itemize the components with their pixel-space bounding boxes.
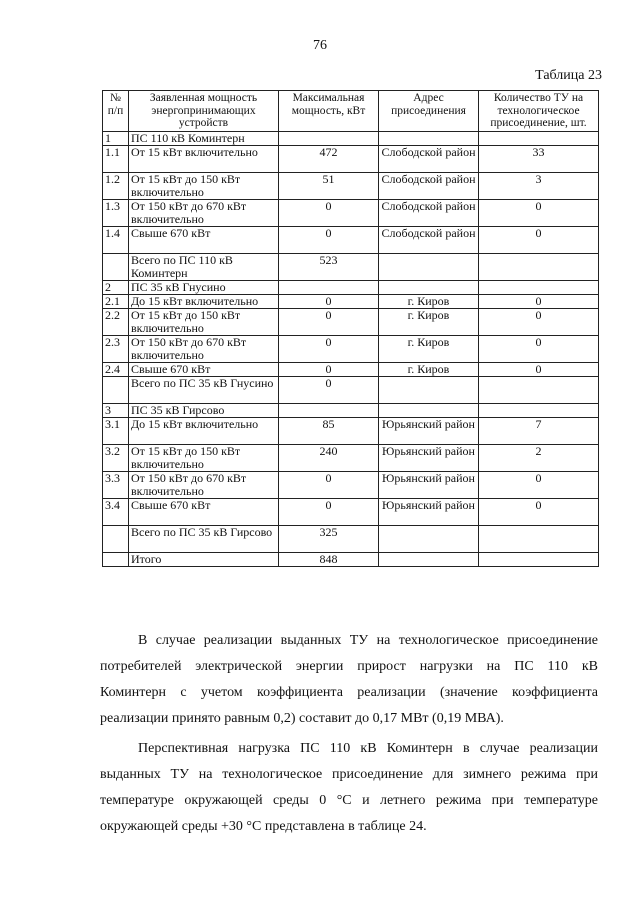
table-row xyxy=(103,362,599,376)
row-name: От 150 кВт до 670 кВт включительно xyxy=(129,335,279,362)
table-row xyxy=(103,444,599,471)
table-row xyxy=(103,498,599,525)
row-count: 0 xyxy=(479,199,599,226)
row-count: 0 xyxy=(479,308,599,335)
row-power: 0 xyxy=(279,498,379,525)
table-row xyxy=(103,226,599,253)
header-power: Максимальная мощность, кВт xyxy=(279,91,379,132)
row-address: Юрьянский район xyxy=(379,417,479,444)
table-row xyxy=(103,335,599,362)
paragraph-1-line: Коминтерн с учетом коэффициента реализации (значение коэффициента xyxy=(100,685,598,700)
row-name: От 15 кВт до 150 кВт включительно xyxy=(129,444,279,471)
row-name: От 15 кВт включительно xyxy=(129,145,279,172)
row-num xyxy=(103,253,129,280)
row-name: От 15 кВт до 150 кВт включительно xyxy=(129,172,279,199)
row-num: 1.1 xyxy=(103,145,129,172)
row-name: Свыше 670 кВт xyxy=(129,226,279,253)
paragraph-2-line: выданных ТУ на технологическое присоединение для зимнего режима при xyxy=(100,767,598,782)
row-name: Всего по ПС 35 кВ Гнусино xyxy=(129,376,279,403)
row-num: 2.3 xyxy=(103,335,129,362)
table-row xyxy=(103,308,599,335)
row-count xyxy=(479,525,599,552)
row-address: Слободской район xyxy=(379,199,479,226)
row-num: 2.2 xyxy=(103,308,129,335)
header-num: № п/п xyxy=(103,91,129,132)
paragraph-2 xyxy=(100,736,598,840)
row-power: 523 xyxy=(279,253,379,280)
paragraph-1-line: реализации принято равным 0,2) составит до 0,17 МВт (0,19 МВА). xyxy=(100,711,504,726)
row-address: Юрьянский район xyxy=(379,498,479,525)
row-power: 0 xyxy=(279,335,379,362)
row-num: 1.4 xyxy=(103,226,129,253)
row-name: До 15 кВт включительно xyxy=(129,417,279,444)
row-count: 0 xyxy=(479,294,599,308)
grand-total-row xyxy=(103,552,599,566)
paragraph-1-line: потребителей электрической энергии прирост нагрузки на ПС 110 кВ xyxy=(100,659,598,674)
row-address: г. Киров xyxy=(379,335,479,362)
row-address: Слободской район xyxy=(379,145,479,172)
table-row xyxy=(103,294,599,308)
row-num: 2.4 xyxy=(103,362,129,376)
row-count xyxy=(479,131,599,145)
row-count: 0 xyxy=(479,471,599,498)
paragraph-2-line: температуре окружающей среды 0 °С и летнего режима при температуре xyxy=(100,793,598,808)
table-caption: Таблица 23 xyxy=(535,68,602,83)
table-row xyxy=(103,417,599,444)
row-power: 240 xyxy=(279,444,379,471)
row-count xyxy=(479,552,599,566)
section-row xyxy=(103,403,599,417)
row-num: 1.2 xyxy=(103,172,129,199)
section-name: ПС 110 кВ Коминтерн xyxy=(129,131,279,145)
row-num: 3.3 xyxy=(103,471,129,498)
row-num: 3.1 xyxy=(103,417,129,444)
row-count: 2 xyxy=(479,444,599,471)
row-count: 0 xyxy=(479,498,599,525)
row-address xyxy=(379,280,479,294)
row-count xyxy=(479,376,599,403)
table-row xyxy=(103,145,599,172)
row-address: Юрьянский район xyxy=(379,444,479,471)
row-power: 85 xyxy=(279,417,379,444)
subtotal-row xyxy=(103,525,599,552)
row-count xyxy=(479,253,599,280)
row-num: 3 xyxy=(103,403,129,417)
section-name: ПС 35 кВ Гирсово xyxy=(129,403,279,417)
row-num: 3.4 xyxy=(103,498,129,525)
table-row xyxy=(103,471,599,498)
row-count: 7 xyxy=(479,417,599,444)
row-power: 0 xyxy=(279,199,379,226)
row-power xyxy=(279,280,379,294)
table-row xyxy=(103,199,599,226)
row-name: До 15 кВт включительно xyxy=(129,294,279,308)
row-num: 2.1 xyxy=(103,294,129,308)
row-power: 0 xyxy=(279,362,379,376)
row-name: Всего по ПС 110 кВ Коминтерн xyxy=(129,253,279,280)
row-address: г. Киров xyxy=(379,308,479,335)
paragraph-1 xyxy=(100,628,598,732)
row-name: От 150 кВт до 670 кВт включительно xyxy=(129,199,279,226)
table-body xyxy=(103,131,599,566)
row-num xyxy=(103,552,129,566)
paragraph-2-line: Перспективная нагрузка ПС 110 кВ Коминтерн в случае реализации xyxy=(138,741,598,756)
row-address xyxy=(379,525,479,552)
section-row xyxy=(103,131,599,145)
row-count xyxy=(479,403,599,417)
row-power: 848 xyxy=(279,552,379,566)
header-name: Заявленная мощность энергопринимающих устройств xyxy=(129,91,279,132)
row-power: 472 xyxy=(279,145,379,172)
row-power xyxy=(279,403,379,417)
row-address xyxy=(379,376,479,403)
row-name: От 15 кВт до 150 кВт включительно xyxy=(129,308,279,335)
row-num: 1.3 xyxy=(103,199,129,226)
row-num: 3.2 xyxy=(103,444,129,471)
section-name: ПС 35 кВ Гнусино xyxy=(129,280,279,294)
row-address xyxy=(379,552,479,566)
row-power: 0 xyxy=(279,308,379,335)
row-num xyxy=(103,525,129,552)
row-power: 0 xyxy=(279,226,379,253)
paragraph-1-line: В случае реализации выданных ТУ на технологическое присоединение xyxy=(138,633,598,648)
row-count xyxy=(479,280,599,294)
subtotal-row xyxy=(103,253,599,280)
row-power xyxy=(279,131,379,145)
row-name: Свыше 670 кВт xyxy=(129,362,279,376)
row-power: 0 xyxy=(279,294,379,308)
row-power: 0 xyxy=(279,376,379,403)
row-count: 33 xyxy=(479,145,599,172)
row-power: 51 xyxy=(279,172,379,199)
row-address: Юрьянский район xyxy=(379,471,479,498)
row-address xyxy=(379,131,479,145)
table-row xyxy=(103,172,599,199)
section-row xyxy=(103,280,599,294)
row-count: 3 xyxy=(479,172,599,199)
row-num: 2 xyxy=(103,280,129,294)
row-address xyxy=(379,403,479,417)
page-number: 76 xyxy=(313,38,327,53)
row-address: г. Киров xyxy=(379,362,479,376)
row-name: Итого xyxy=(129,552,279,566)
row-count: 0 xyxy=(479,335,599,362)
row-name: Всего по ПС 35 кВ Гирсово xyxy=(129,525,279,552)
subtotal-row xyxy=(103,376,599,403)
row-name: От 150 кВт до 670 кВт включительно xyxy=(129,471,279,498)
row-address xyxy=(379,253,479,280)
row-address: Слободской район xyxy=(379,172,479,199)
row-count: 0 xyxy=(479,226,599,253)
row-num: 1 xyxy=(103,131,129,145)
row-count: 0 xyxy=(479,362,599,376)
row-name: Свыше 670 кВт xyxy=(129,498,279,525)
row-power: 0 xyxy=(279,471,379,498)
row-address: г. Киров xyxy=(379,294,479,308)
paragraph-2-line: окружающей среды +30 °С представлена в таблице 24. xyxy=(100,819,427,834)
row-address: Слободской район xyxy=(379,226,479,253)
connection-table xyxy=(102,90,599,567)
header-address: Адрес присоединения xyxy=(379,91,479,132)
row-power: 325 xyxy=(279,525,379,552)
row-num xyxy=(103,376,129,403)
table-header-row xyxy=(103,91,599,132)
header-count: Количество ТУ на технологическое присоединение, шт. xyxy=(479,91,599,132)
